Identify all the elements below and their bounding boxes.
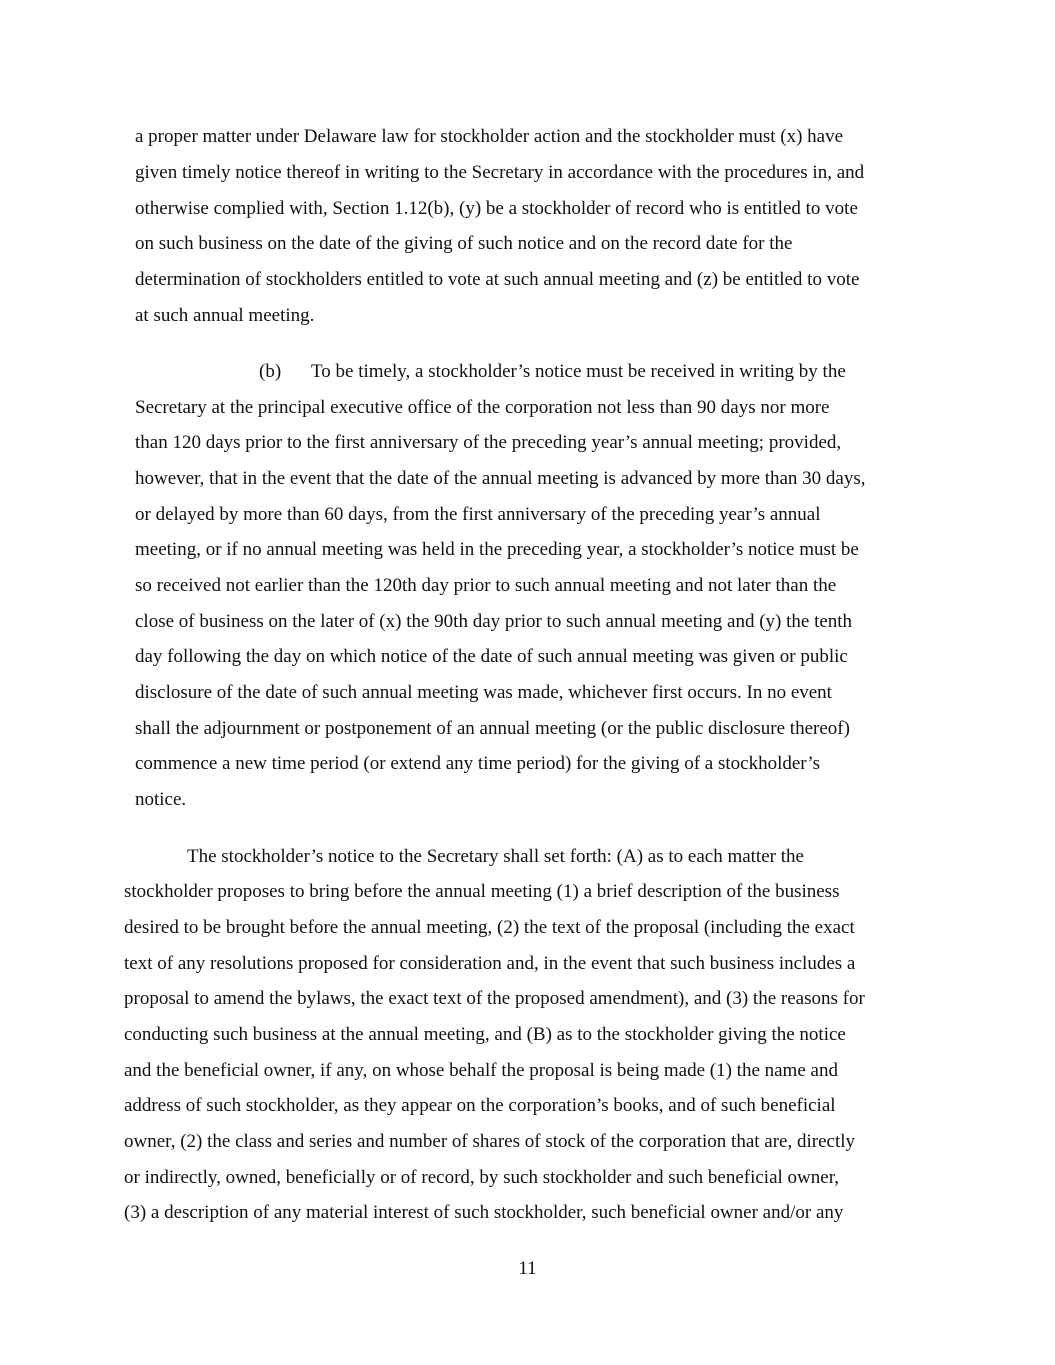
text-line: stockholder proposes to bring before the annual meeting (1) a brief description of the business: [124, 881, 840, 902]
text-line: so received not earlier than the 120th day prior to such annual meeting and not later than the: [135, 575, 837, 596]
text-line: at such annual meeting.: [135, 305, 315, 326]
text-line: close of business on the later of (x) the 90th day prior to such annual meeting and (y) the tenth: [135, 611, 853, 632]
page-number: 11: [518, 1258, 537, 1279]
text-line: proposal to amend the bylaws, the exact text of the proposed amendment), and (3) the reasons for: [124, 988, 865, 1009]
text-line: meeting, or if no annual meeting was held in the preceding year, a stockholder’s notice must be: [135, 539, 859, 560]
text-line: or indirectly, owned, beneficially or of record, by such stockholder and such beneficial owner,: [124, 1167, 840, 1188]
text-line: and the beneficial owner, if any, on whose behalf the proposal is being made (1) the name and: [124, 1060, 838, 1081]
text-line: To be timely, a stockholder’s notice must be received in writing by the: [311, 361, 846, 382]
text-line: or delayed by more than 60 days, from the first anniversary of the preceding year’s annual: [135, 504, 821, 525]
text-line: Secretary at the principal executive office of the corporation not less than 90 days nor more: [135, 397, 830, 418]
text-line: owner, (2) the class and series and number of shares of stock of the corporation that are, directly: [124, 1131, 856, 1152]
text-line: notice.: [135, 789, 187, 810]
text-line: than 120 days prior to the first anniversary of the preceding year’s annual meeting; provided,: [135, 432, 842, 453]
text-line: determination of stockholders entitled to vote at such annual meeting and (z) be entitled to vote: [135, 269, 860, 290]
paragraph-marker: (b): [259, 361, 282, 382]
text-line: text of any resolutions proposed for consideration and, in the event that such business includes a: [124, 953, 856, 974]
text-line: disclosure of the date of such annual meeting was made, whichever first occurs. In no event: [135, 682, 832, 703]
text-line: desired to be brought before the annual meeting, (2) the text of the proposal (including the exact: [124, 917, 855, 938]
text-line: (3) a description of any material interest of such stockholder, such beneficial owner and/or any: [124, 1202, 844, 1223]
text-line: given timely notice thereof in writing to the Secretary in accordance with the procedures in, and: [135, 162, 865, 183]
text-line: The stockholder’s notice to the Secretary shall set forth: (A) as to each matter the: [187, 846, 804, 867]
text-line: conducting such business at the annual meeting, and (B) as to the stockholder giving the notice: [124, 1024, 846, 1045]
text-line: day following the day on which notice of the date of such annual meeting was given or public: [135, 646, 848, 667]
text-line: otherwise complied with, Section 1.12(b), (y) be a stockholder of record who is entitled to vote: [135, 198, 858, 219]
text-line: shall the adjournment or postponement of an annual meeting (or the public disclosure thereof): [135, 718, 850, 739]
text-line: however, that in the event that the date of the annual meeting is advanced by more than 30 days,: [135, 468, 866, 489]
text-line: commence a new time period (or extend any time period) for the giving of a stockholder’s: [135, 753, 821, 774]
text-line: on such business on the date of the giving of such notice and on the record date for the: [135, 233, 793, 254]
text-line: address of such stockholder, as they appear on the corporation’s books, and of such beneficial: [124, 1095, 836, 1116]
text-line: a proper matter under Delaware law for stockholder action and the stockholder must (x) have: [135, 126, 844, 147]
